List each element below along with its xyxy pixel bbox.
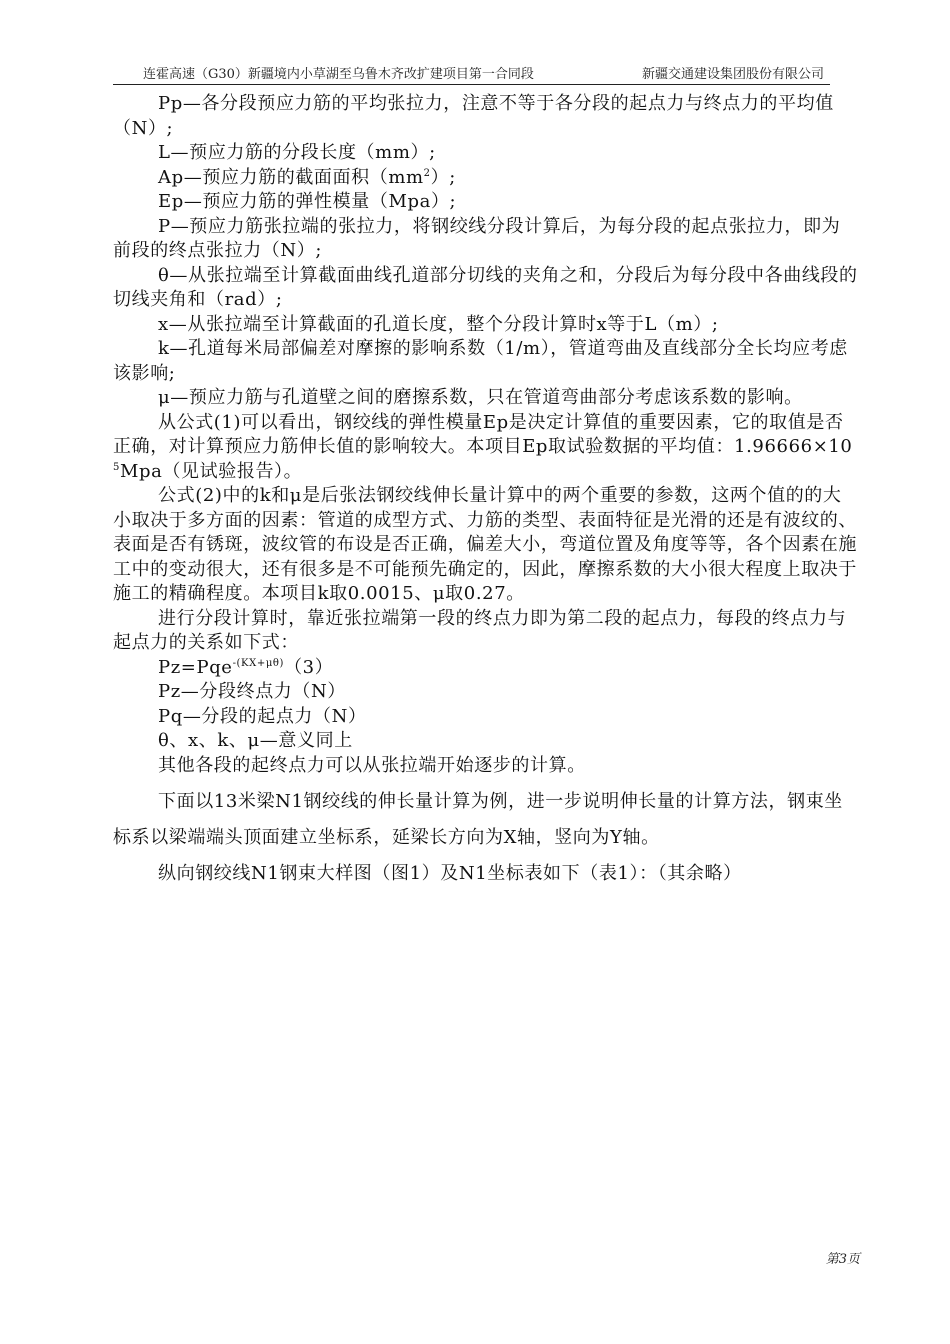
definition-pq: Pq—分段的起点力（N） bbox=[158, 705, 367, 727]
definition-mu: μ—预应力筋与孔道壁之间的磨擦系数，只在管道弯曲部分考虑该系数的影响。 bbox=[158, 387, 803, 408]
definition-ep: Ep—预应力筋的弹性模量（Mpa）; bbox=[158, 191, 457, 212]
definition-ap-tail: ）; bbox=[430, 166, 456, 188]
page-header bbox=[113, 62, 830, 85]
definition-theta: θ—从张拉端至计算截面曲线孔道部分切线的夹角之和，分段后为每分段中各曲线段的切线夹角和（rad）; bbox=[113, 264, 858, 310]
paragraph-segment-calc: 进行分段计算时，靠近张拉端第一段的终点力即为第二段的起点力，每段的终点力与起点力的关系如下式： bbox=[113, 607, 847, 653]
formula-3-exponent: -(KX+μθ) bbox=[232, 657, 285, 669]
paragraph-ep-value bbox=[113, 411, 858, 485]
paragraph-ep-text: 从公式(1)可以看出，钢绞线的弹性模量Ep是决定计算值的重要因素，它的取值是否正确，对计算预应力筋伸长值的影响较大。本项目Ep取试验数据的平均值：1.96666×10 bbox=[113, 411, 853, 457]
paragraph-ep-tail: Mpa（见试验报告）。 bbox=[119, 460, 303, 482]
page-number: 第3页 bbox=[825, 1252, 860, 1267]
header-company-name: 新疆交通建设集团股份有限公司 bbox=[641, 67, 824, 82]
definition-pp: Pp—各分段预应力筋的平均张拉力，注意不等于各分段的起点力与终点力的平均值（N）; bbox=[113, 93, 834, 139]
paragraph-example: 下面以13米梁N1钢绞线的伸长量计算为例，进一步说明伸长量的计算方法，钢束坐标系以梁端端头顶面建立坐标系，延梁长方向为X轴，竖向为Y轴。 bbox=[113, 791, 843, 848]
paragraph-k-mu: 公式(2)中的k和μ是后张法钢绞线伸长量计算中的两个重要的参数，这两个值的的大小取决于多方面的因素：管道的成型方式、力筋的类型、表面特征是光滑的还是有波纹的、表面是否有锈斑，波纹管的布设是否正确，偏差大小，弯道位置及角度等等，各个因素在施工中的变动很大，还有很多是不可能预先确定的，因此，摩擦系数的大小很大程度上取决于施工的精确程度。本项目k取0.0015、μ取0.27。 bbox=[113, 485, 857, 604]
definition-k: k—孔道每米局部偏差对摩擦的影响系数（1/m），管道弯曲及直线部分全长均应考虑该影响; bbox=[113, 338, 848, 384]
definition-l: L—预应力筋的分段长度（mm）; bbox=[158, 142, 436, 163]
formula-3-base: Pz=Pqe bbox=[158, 656, 233, 678]
definition-ap-text: Ap—预应力筋的截面面积（mm bbox=[158, 166, 424, 188]
definition-ap-superscript: 2 bbox=[423, 167, 431, 179]
definition-ap bbox=[113, 166, 858, 191]
definition-p: P—预应力筋张拉端的张拉力，将钢绞线分段计算后，为每分段的起点张拉力，即为前段的终点张拉力（N）; bbox=[113, 215, 841, 261]
formula-3-number: （3） bbox=[284, 656, 334, 678]
formula-3 bbox=[113, 656, 858, 681]
definition-pz: Pz—分段终点力（N） bbox=[158, 681, 346, 702]
definition-x: x—从张拉端至计算截面的孔道长度，整个分段计算时x等于L（m）; bbox=[158, 313, 719, 335]
paragraph-figure-ref: 纵向钢绞线N1钢束大样图（图1）及N1坐标表如下（表1）：（其余略） bbox=[158, 863, 742, 884]
header-project-title: 连霍高速（G30）新疆境内小草湖至乌鲁木齐改扩建项目第一合同段 bbox=[143, 67, 534, 82]
paragraph-step-calc: 其他各段的起终点力可以从张拉端开始逐步的计算。 bbox=[158, 754, 586, 776]
paragraph-ep-superscript: 5 bbox=[113, 461, 120, 473]
definition-same: θ、x、k、μ—意义同上 bbox=[158, 730, 353, 751]
document-body bbox=[113, 92, 858, 892]
